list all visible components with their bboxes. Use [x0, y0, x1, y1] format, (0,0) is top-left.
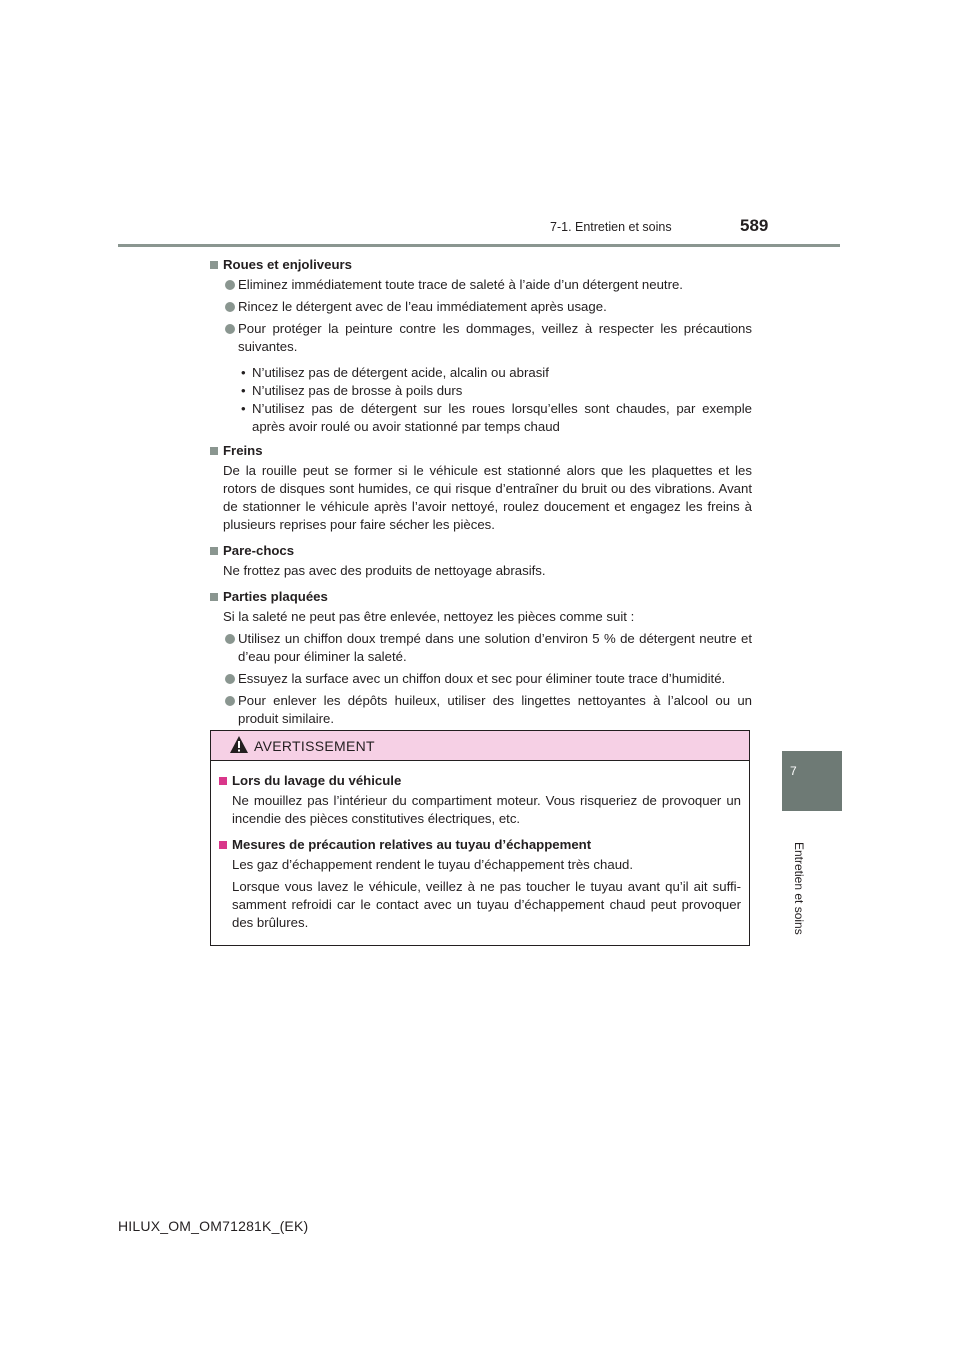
- sub-list-item: • N’utilisez pas de détergent acide, alcalin ou abrasif: [241, 365, 549, 380]
- warning-body: [219, 772, 741, 936]
- chapter-label: Entretien et soins: [792, 842, 806, 935]
- paragraph: Les gaz d’échappement rendent le tuyau d’échappement très chaud.: [232, 857, 634, 872]
- paragraph: Ne frottez pas avec des produits de nettoyage abrasifs.: [223, 563, 546, 578]
- warning-triangle-icon: [229, 735, 249, 754]
- header-divider: [118, 244, 840, 247]
- warning-title: AVERTISSEMENT: [254, 738, 375, 754]
- square-bullet-icon: [210, 261, 218, 269]
- circle-bullet-icon: [225, 634, 235, 644]
- circle-bullet-icon: [225, 674, 235, 684]
- sub-list-item: • N’utilisez pas de détergent sur les roues lorsqu’elles sont chaudes, par exemple après avoir roulé ou avoir stationné par temps chaud: [241, 401, 752, 434]
- list-item: Essuyez la surface avec un chiffon doux et sec pour éliminer toute trace d’humidité.: [210, 670, 752, 688]
- main-content: [210, 256, 752, 732]
- circle-bullet-icon: [225, 324, 235, 334]
- section-heading-parechocs: Pare-chocs: [210, 542, 752, 560]
- square-bullet-icon: [219, 841, 227, 849]
- list-item: Pour protéger la peinture contre les dommages, veillez à respecter les précautions suivantes.: [210, 320, 752, 356]
- chapter-tab: [782, 751, 842, 811]
- paragraph: De la rouille peut se former si le véhicule est stationné alors que les plaquettes et les rotors de disques sont humides, ce qui risque d’entraîner du bruit ou des vibrations. Avant de stationner le véhicule après l’avoir nettoyé, roulez doucement et engagez les freins à plusieurs reprises pour faire sécher les pièces.: [223, 463, 752, 532]
- square-bullet-icon: [210, 447, 218, 455]
- warning-header: [211, 731, 749, 761]
- document-id: HILUX_OM_OM71281K_(EK): [118, 1218, 309, 1234]
- chapter-number: 7: [790, 764, 797, 778]
- square-bullet-icon: [210, 547, 218, 555]
- section-heading-plaquees: Parties plaquées: [210, 588, 752, 606]
- square-bullet-icon: [210, 593, 218, 601]
- circle-bullet-icon: [225, 696, 235, 706]
- list-item: Pour enlever les dépôts huileux, utiliser des lingettes nettoyantes à l’alcool ou un produit similaire.: [210, 692, 752, 728]
- list-item: Rincez le détergent avec de l’eau immédiatement après usage.: [210, 298, 752, 316]
- paragraph: Si la saleté ne peut pas être enlevée, nettoyez les pièces comme suit :: [223, 609, 635, 624]
- page-number: 589: [740, 216, 769, 235]
- list-item: Eliminez immédiatement toute trace de saleté à l’aide d’un détergent neutre.: [210, 276, 752, 294]
- circle-bullet-icon: [225, 302, 235, 312]
- circle-bullet-icon: [225, 280, 235, 290]
- square-bullet-icon: [219, 777, 227, 785]
- section-heading-roues: Roues et enjoliveurs: [210, 256, 752, 274]
- warning-heading: Mesures de précaution relatives au tuyau d’échappement: [219, 836, 741, 854]
- list-item: Utilisez un chiffon doux trempé dans une solution d’environ 5 % de détergent neutre et d’eau pour éliminer la saleté.: [210, 630, 752, 666]
- section-title: 7-1. Entretien et soins: [550, 220, 672, 234]
- warning-box: [210, 730, 750, 946]
- section-heading-freins: Freins: [210, 442, 752, 460]
- paragraph: Lorsque vous lavez le véhicule, veillez à ne pas toucher le tuyau avant qu’il ait suffi-samment refroidi car le contact avec un tuyau d’échappement chaud peut provoquer des brûlures.: [232, 879, 741, 930]
- paragraph: Ne mouillez pas l’intérieur du compartiment moteur. Vous risqueriez de provoquer un incendie des pièces constitutives électriques, etc.: [232, 793, 741, 826]
- sub-list-item: • N’utilisez pas de brosse à poils durs: [241, 383, 463, 398]
- warning-heading: Lors du lavage du véhicule: [219, 772, 741, 790]
